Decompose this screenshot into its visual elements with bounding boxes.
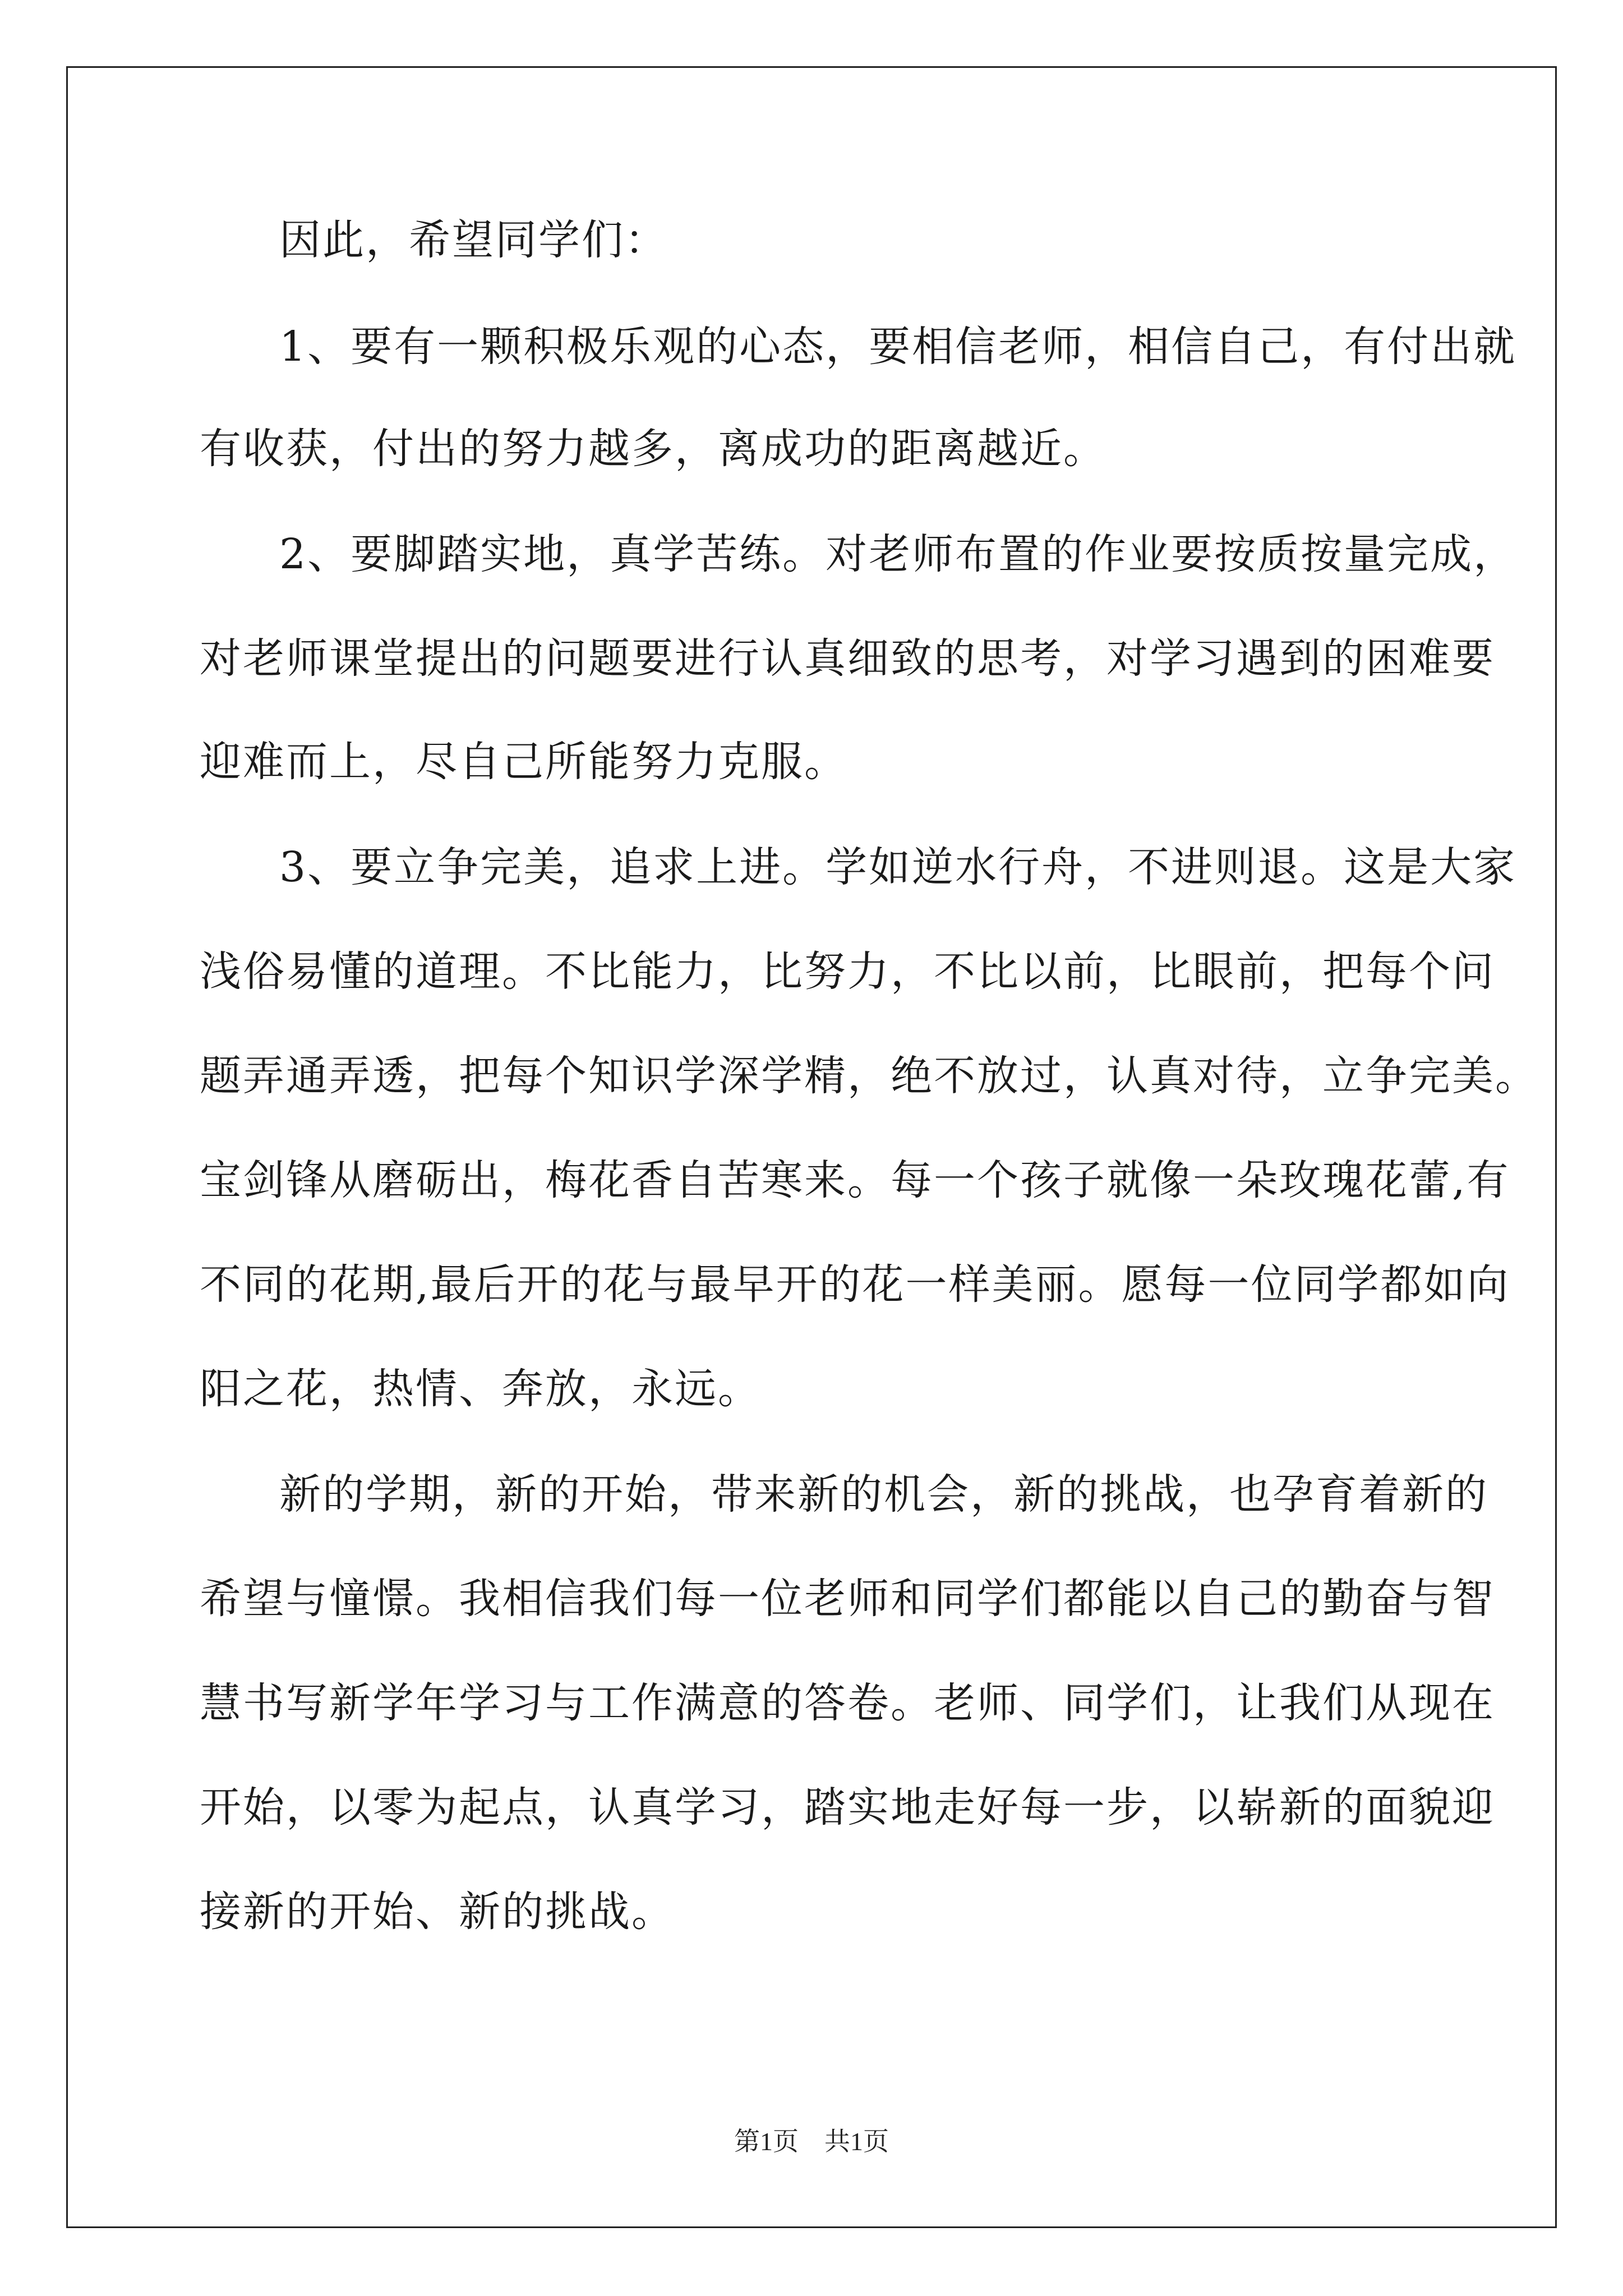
text-line: 希望与憧憬。我相信我们每一位老师和同学们都能以自己的勤奋与智 xyxy=(200,1575,1495,1623)
text-line: 2、要脚踏实地，真学苦练。对老师布置的作业要按质按量完成， xyxy=(279,530,1517,578)
text-line: 对老师课堂提出的问题要进行认真细致的思考，对学习遇到的困难要 xyxy=(200,634,1495,683)
text-line: 迎难而上，尽自己所能努力克服。 xyxy=(200,738,847,786)
text-line: 宝剑锋从磨砺出，梅花香自苦寒来。每一个孩子就像一朵玫瑰花蕾,有 xyxy=(200,1156,1510,1204)
text-line: 开始，以零为起点，认真学习，踏实地走好每一步，以崭新的面貌迎 xyxy=(200,1783,1495,1832)
text-line: 3、要立争完美，追求上进。学如逆水行舟，不进则退。这是大家 xyxy=(279,843,1517,891)
page-number-footer: 第1页 共1页 xyxy=(734,2127,889,2156)
text-line: 阳之花，热情、奔放，永远。 xyxy=(200,1365,761,1413)
text-line: 浅俗易懂的道理。不比能力，比努力，不比以前，比眼前，把每个问 xyxy=(200,947,1495,996)
text-line: 题弄通弄透，把每个知识学深学精，绝不放过，认真对待，立争完美。 xyxy=(200,1052,1538,1100)
text-line: 接新的开始、新的挑战。 xyxy=(200,1888,675,1936)
text-line: 1、要有一颗积极乐观的心态，要相信老师，相信自己，有付出就 xyxy=(279,323,1517,371)
text-line: 有收获，付出的努力越多，离成功的距离越近。 xyxy=(200,425,1106,473)
text-line: 不同的花期,最后开的花与最早开的花一样美丽。愿每一位同学都如向 xyxy=(200,1260,1510,1309)
text-line: 新的学期，新的开始，带来新的机会，新的挑战，也孕育着新的 xyxy=(279,1470,1488,1519)
text-line: 因此，希望同学们： xyxy=(279,216,668,264)
text-line: 慧书写新学年学习与工作满意的答卷。老师、同学们，让我们从现在 xyxy=(200,1679,1495,1727)
